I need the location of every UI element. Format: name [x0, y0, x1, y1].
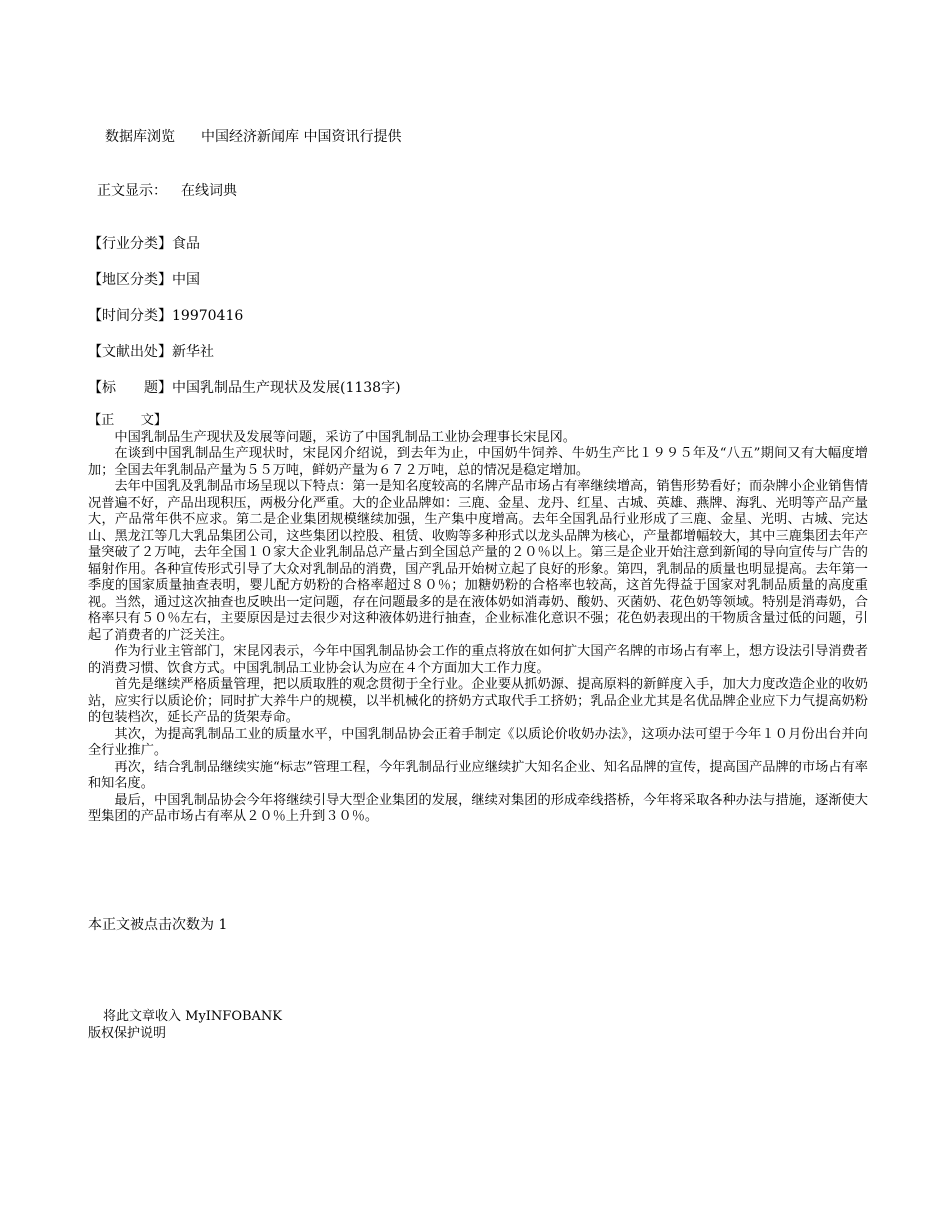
meta-industry [88, 233, 200, 253]
meta-time [88, 305, 243, 325]
text-display-bar [97, 180, 237, 200]
meta-label: 【文献出处】 [88, 344, 172, 360]
meta-label: 【时间分类】 [88, 308, 172, 324]
article-paragraph: 再次，结合乳制品继续实施“标志”管理工程，今年乳制品行业应继续扩大知名企业、知名品牌的宣传，提高国产品牌的市场占有率和知名度。 [88, 759, 868, 791]
article-paragraph: 在谈到中国乳制品生产现状时，宋昆冈介绍说，到去年为止，中国奶牛饲养、牛奶生产比１９９５年及“八五”期间又有大幅度增加；全国去年乳制品产量为５５万吨，鲜奶产量为６７２万吨，总的情况是稳定增加。 [88, 446, 868, 478]
page-header [105, 126, 401, 146]
article-paragraph: 作为行业主管部门，宋昆冈表示，今年中国乳制品协会工作的重点将放在如何扩大国产名牌的市场占有率上，想方设法引导消费者的消费习惯、饮食方式。中国乳制品工业协会认为应在４个方面加大工作力度。 [88, 644, 868, 676]
article-paragraph: 最后，中国乳制品协会今年将继续引导大型企业集团的发展，继续对集团的形成牵线搭桥，今年将采取各种办法与措施，逐渐使大型集团的产品市场占有率从２０％上升到３０％。 [88, 792, 868, 824]
meta-label: 【行业分类】 [88, 236, 172, 252]
meta-value: 19970416 [172, 308, 244, 324]
copyright-notice [88, 1022, 166, 1041]
article-body [88, 413, 868, 826]
provider-text: 中国资讯行提供 [303, 129, 402, 145]
article-paragraph: 中国乳制品生产现状及发展等问题，采访了中国乳制品工业协会理事长宋昆冈。 [114, 429, 576, 445]
meta-region [88, 269, 200, 289]
add-to-myinfobank-link[interactable]: 将此文章收入 MyINFOBANK [103, 1009, 283, 1024]
click-counter [88, 914, 227, 934]
meta-source [88, 341, 214, 361]
article-paragraph: 首先是继续严格质量管理，把以质取胜的观念贯彻于全行业。企业要从抓奶源、提高原料的新鲜度入手，加大力度改造企业的收奶站，应实行以质论价；同时扩大养牛户的规模，以半机械化的挤奶方式取代手工挤奶；乳品企业尤其是名优品牌企业应下力气提高奶粉的包装档次，延长产品的货架寿命。 [88, 677, 868, 725]
meta-value: 中国 [172, 272, 200, 288]
meta-label: 【标 题】 [88, 380, 172, 396]
meta-value: 食品 [172, 236, 200, 252]
meta-value: 新华社 [172, 344, 214, 360]
database-name: 中国经济新闻库 [201, 129, 299, 145]
text-display-label: 正文显示： [97, 183, 167, 199]
click-count-value: 1 [218, 917, 228, 933]
body-label: 【正 文】 [88, 413, 168, 428]
database-browse-link[interactable]: 数据库浏览 [105, 129, 175, 145]
meta-label: 【地区分类】 [88, 272, 172, 288]
meta-title [88, 377, 401, 397]
copyright-link[interactable]: 版权保护说明 [88, 1026, 167, 1041]
click-count-label: 本正文被点击次数为 [88, 917, 214, 933]
article-paragraph: 其次，为提高乳制品工业的质量水平，中国乳制品协会正着手制定《以质论价收奶办法》，这项办法可望于今年１０月份出台并向全行业推广。 [88, 726, 868, 758]
online-dictionary-link[interactable]: 在线词典 [181, 183, 237, 199]
article-paragraph: 去年中国乳及乳制品市场呈现以下特点：第一是知名度较高的名牌产品市场占有率继续增高，销售形势看好；而杂牌小企业销售情况普遍不好，产品出现积压，两极分化严重。大的企业品牌如：三鹿、金星、龙丹、红星、古城、英雄、燕牌、海乳、光明等产品产量大，产品常年供不应求。第二是企业集团规模继续加强，生产集中度增高。去年全国乳品行业形成了三鹿、金星、光明、古城、完达山、黑龙江等几大乳品集团公司，这些集团以控股、租赁、收购等多种形式以龙头品牌为核心，产量都增幅较大，其中三鹿集团去年产量突破了２万吨，去年全国１０家大企业乳制品总产量占到全国总产量的２０％以上。第三是企业开始注意到新闻的导向宣传与广告的辐射作用。各种宣传形式引导了大众对乳制品的消费，国产乳品开始树立起了良好的形象。第四，乳制品的质量也明显提高。去年第一季度的国家质量抽查表明，婴儿配方奶粉的合格率超过８０％；加糖奶粉的合格率也较高，这首先得益于国家对乳制品质量的高度重视。当然，通过这次抽查也反映出一定问题，存在问题最多的是在液体奶如消毒奶、酸奶、灭菌奶、花色奶等领域。特别是消毒奶，合格率只有５０％左右，主要原因是过去很少对这种液体奶进行抽查，企业标准化意识不强；花色奶表现出的干物质含量过低的问题，引起了消费者的广泛关注。 [88, 479, 868, 643]
article-title: 中国乳制品生产现状及发展(1138字) [172, 380, 401, 396]
